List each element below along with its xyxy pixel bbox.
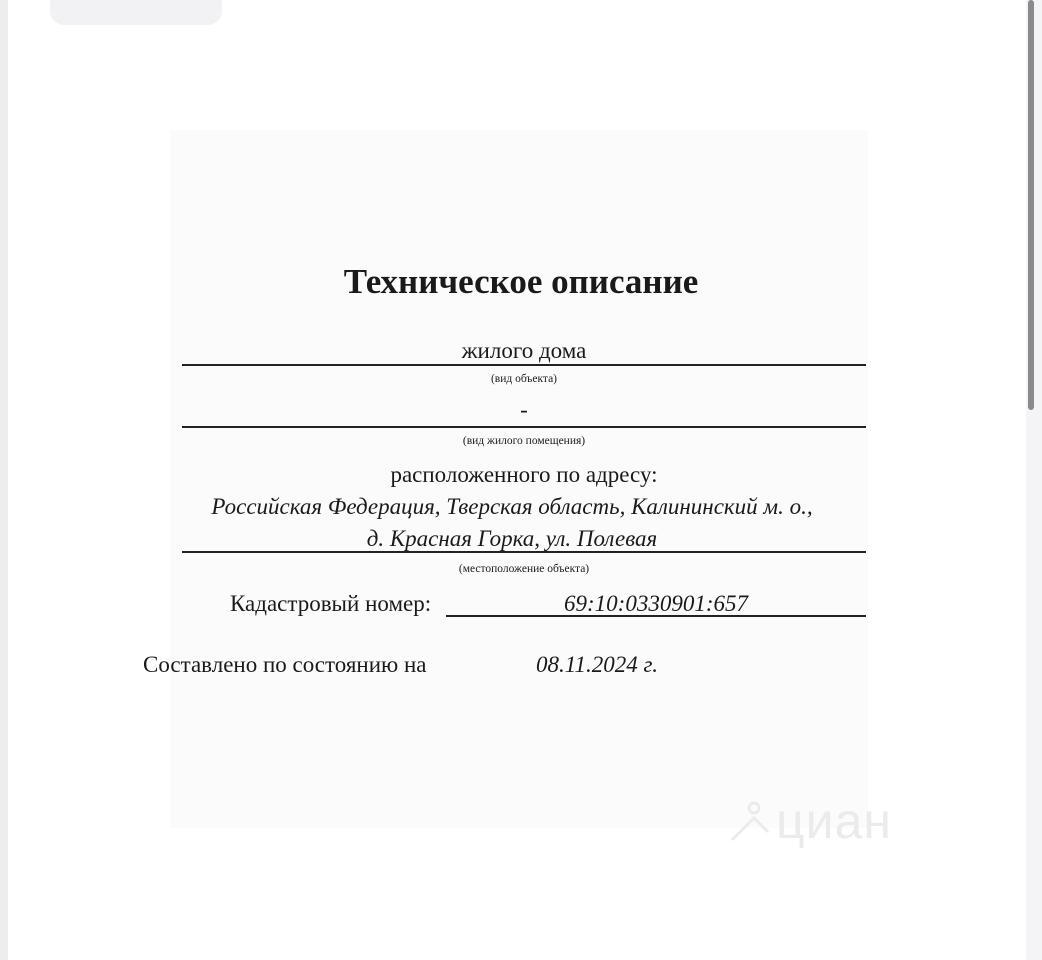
state-label: Составлено по состоянию на [143, 652, 427, 677]
state-date: 08.11.2024 г. [536, 652, 658, 677]
object-type-caption: (вид объекта) [490, 373, 558, 385]
cadastral-label: Кадастровый номер: [230, 591, 432, 616]
premises-type-underline [182, 426, 866, 428]
premises-type-caption: (вид жилого помещения) [462, 435, 586, 447]
watermark-text: циан [776, 793, 892, 849]
address-underline [182, 551, 866, 553]
address-line-1: Российская Федерация, Тверская область, Калининский м. о., [211, 494, 813, 519]
address-line-2: д. Красная Горка, ул. Полевая [366, 526, 658, 551]
document-title: Техническое описание [343, 262, 699, 301]
premises-type-value: - [520, 397, 528, 422]
cian-logo-icon [728, 800, 772, 844]
object-type-value: жилого дома [461, 338, 587, 363]
cadastral-number: 69:10:0330901:657 [564, 591, 748, 616]
top-toolbar-tab[interactable] [50, 0, 222, 25]
address-caption: (местоположение объекта) [458, 563, 590, 575]
scrollbar-thumb[interactable] [1028, 0, 1034, 410]
address-label: расположенного по адресу: [390, 462, 658, 487]
page-left-edge [0, 0, 8, 960]
object-type-underline [182, 364, 866, 366]
cadastral-underline [446, 615, 866, 617]
